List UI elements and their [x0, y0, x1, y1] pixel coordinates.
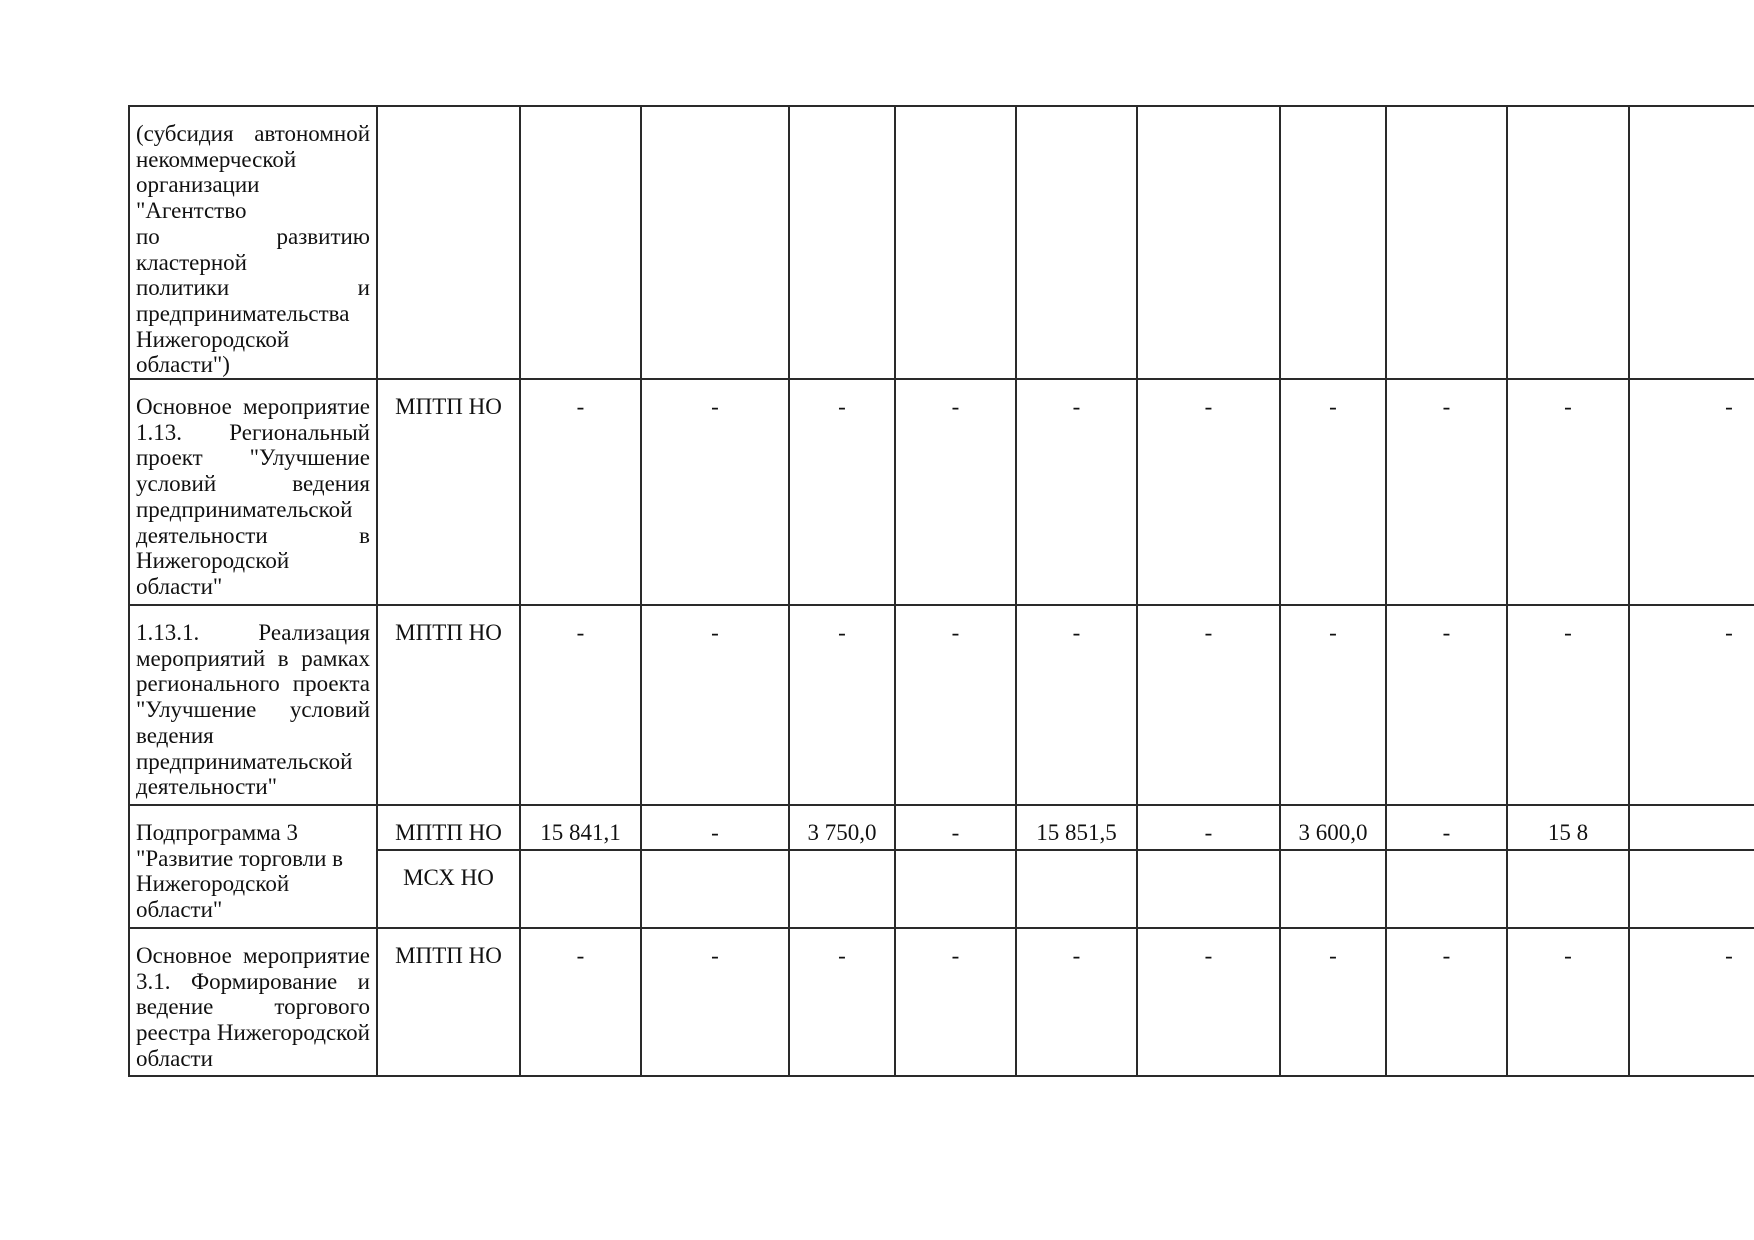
value-cell: -	[789, 928, 895, 1076]
value-cell: -	[1280, 605, 1386, 805]
value-cell: -	[1386, 605, 1507, 805]
value-cell: -	[641, 605, 789, 805]
value-cell	[1280, 106, 1386, 379]
executor-cell: МПТП НО	[377, 379, 520, 605]
value-cell	[1386, 106, 1507, 379]
value-cell: -	[520, 605, 641, 805]
description-line: Основное мероприятие	[136, 394, 370, 420]
value-cell	[520, 106, 641, 379]
value-cell: -	[520, 928, 641, 1076]
value-cell: -	[1280, 928, 1386, 1076]
description-line: проект "Улучшение	[136, 445, 370, 471]
description-line: Нижегородской	[136, 871, 290, 897]
description-line: Основное мероприятие	[136, 943, 370, 969]
row-description	[129, 106, 377, 379]
description-line: Нижегородской	[136, 548, 290, 574]
description-line: области	[136, 1045, 213, 1071]
value-cell: -	[1629, 928, 1754, 1076]
budget-table	[128, 105, 1754, 1077]
description-line: организации "Агентство	[136, 172, 260, 224]
executor-cell: МПТП НО	[377, 928, 520, 1076]
table-row	[129, 379, 1754, 605]
value-cell: -	[1629, 379, 1754, 605]
value-cell	[1016, 106, 1137, 379]
description-line: реестра Нижегородской	[136, 1020, 370, 1046]
value-cell: -	[1386, 928, 1507, 1076]
value-cell	[1280, 850, 1386, 928]
value-cell: -	[1507, 379, 1629, 605]
table-row	[129, 928, 1754, 1076]
description-line: мероприятий в рамках	[136, 645, 370, 671]
description-line: области"	[136, 573, 223, 599]
row-description	[129, 605, 377, 805]
value-cell: -	[895, 805, 1016, 850]
value-cell: -	[789, 605, 895, 805]
description-line: регионального проекта	[136, 671, 370, 697]
executor-cell: МПТП НО	[377, 605, 520, 805]
value-cell	[520, 850, 641, 928]
value-cell: -	[1280, 379, 1386, 605]
value-cell	[1629, 850, 1754, 928]
table-row	[129, 605, 1754, 805]
value-cell: 15 851,5	[1016, 805, 1137, 850]
value-cell: -	[1507, 605, 1629, 805]
value-cell	[789, 850, 895, 928]
description-line: деятельности"	[136, 774, 278, 800]
row-description	[129, 928, 377, 1076]
value-cell	[895, 106, 1016, 379]
value-cell	[789, 106, 895, 379]
table-row	[129, 805, 1754, 850]
value-cell: -	[1137, 605, 1280, 805]
description-line: 1.13.1. Реализация	[136, 620, 370, 646]
description-line: "Улучшение условий	[136, 697, 370, 723]
value-cell: 15 841,1	[520, 805, 641, 850]
value-cell: -	[1137, 379, 1280, 605]
value-cell: -	[641, 928, 789, 1076]
value-cell: -	[1016, 379, 1137, 605]
description-line: предпринимательской	[136, 496, 353, 522]
description-line: ведение торгового	[136, 994, 370, 1020]
value-cell	[1137, 850, 1280, 928]
value-cell: 15 8	[1507, 805, 1629, 850]
value-cell: 3 750,0	[789, 805, 895, 850]
description-line: ведения	[136, 722, 214, 748]
value-cell	[1507, 850, 1629, 928]
description-line: 1.13. Региональный	[136, 419, 370, 445]
description-line: Нижегородской	[136, 326, 290, 352]
description-line: области"	[136, 897, 223, 923]
description-line: некоммерческой	[136, 146, 297, 172]
value-cell: -	[1386, 805, 1507, 850]
value-cell: -	[1016, 928, 1137, 1076]
value-cell	[1137, 106, 1280, 379]
description-line: политики и	[136, 275, 370, 301]
description-line: предпринимательской	[136, 748, 353, 774]
value-cell: -	[1137, 805, 1280, 850]
value-cell: 3 600,0	[1280, 805, 1386, 850]
description-line: Подпрограмма 3	[136, 820, 299, 846]
executor-cell: МСХ НО	[377, 850, 520, 928]
value-cell: -	[1507, 928, 1629, 1076]
value-cell: -	[895, 379, 1016, 605]
value-cell: -	[1386, 379, 1507, 605]
value-cell: -	[789, 379, 895, 605]
value-cell	[641, 106, 789, 379]
description-line: "Развитие торговли в	[136, 845, 344, 871]
value-cell: -	[895, 928, 1016, 1076]
description-line: (субсидия автономной	[136, 121, 370, 146]
description-line: деятельности в	[136, 522, 370, 548]
value-cell	[895, 850, 1016, 928]
value-cell: -	[895, 605, 1016, 805]
value-cell: -	[1137, 928, 1280, 1076]
row-description	[129, 805, 377, 928]
value-cell: -	[1016, 605, 1137, 805]
value-cell	[1016, 850, 1137, 928]
row-description	[129, 379, 377, 605]
description-line: условий ведения	[136, 471, 370, 497]
executor-cell: МПТП НО	[377, 805, 520, 850]
description-line: области")	[136, 352, 230, 378]
value-cell	[1629, 106, 1754, 379]
value-cell: -	[1629, 605, 1754, 805]
table-body	[129, 106, 1754, 1076]
description-line: по развитию кластерной	[136, 223, 370, 275]
table-row	[129, 106, 1754, 379]
value-cell: -	[520, 379, 641, 605]
executor-cell	[377, 106, 520, 379]
value-cell	[1386, 850, 1507, 928]
value-cell	[1629, 805, 1754, 850]
description-line: предпринимательства	[136, 300, 350, 326]
description-line: 3.1. Формирование и	[136, 968, 370, 994]
value-cell	[641, 850, 789, 928]
value-cell	[1507, 106, 1629, 379]
value-cell: -	[641, 805, 789, 850]
value-cell: -	[641, 379, 789, 605]
